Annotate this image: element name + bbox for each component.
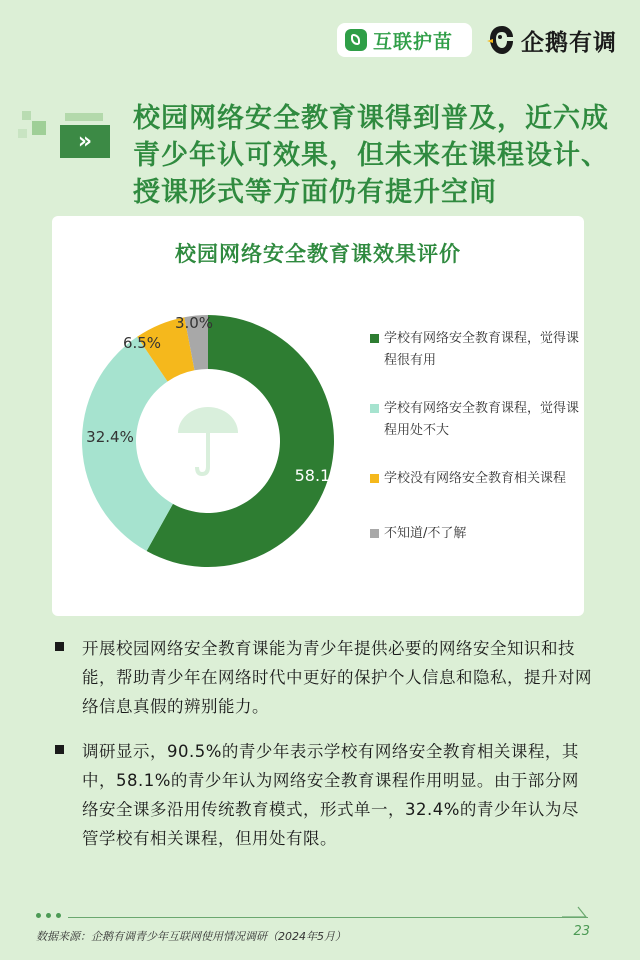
page-number: 23 <box>573 924 590 939</box>
legend-item <box>370 328 584 372</box>
footer-divider <box>68 917 588 918</box>
legend-item <box>370 523 584 545</box>
umbrella-icon <box>178 407 238 474</box>
legend-item <box>370 398 584 442</box>
data-source: 数据来源：企鹅有调青少年互联网使用情况调研（2024年5月） <box>36 930 346 943</box>
slice-value-label: 32.4% <box>86 428 134 446</box>
bullet-text: 调研显示，90.5%的青少年表示学校有网络安全教育相关课程，其中，58.1%的青少年认为网络安全教育课程作用明显。由于部分网络安全课多沿用传统教育模式，形式单一，32.4%的青少年认为尽管学校有相关课程，但用处有限。 <box>82 742 579 848</box>
decor-square <box>22 111 31 120</box>
legend-swatch <box>370 474 379 483</box>
legend-label: 学校没有网络安全教育相关课程 <box>384 471 567 486</box>
slice-value-label: 6.5% <box>122 334 162 352</box>
page-title: 校园网络安全教育课得到普及，近六成青少年认可效果，但未来在课程设计、授课形式等方面仍有提升空间 <box>133 103 609 208</box>
leaf-logo-icon <box>345 29 367 51</box>
decor-square <box>18 129 27 138</box>
legend-swatch <box>370 334 379 343</box>
chart-title: 校园网络安全教育课效果评价 <box>175 242 461 266</box>
slice-value-label: 3.0% <box>174 314 214 332</box>
decor-square <box>32 121 46 135</box>
bullet-square-icon <box>55 745 64 754</box>
legend-item <box>370 468 584 490</box>
bullet-square-icon <box>55 642 64 651</box>
logo-right-text: 企鹅有调 <box>521 29 617 56</box>
penguin-logo-icon <box>487 24 517 56</box>
hulianhumiao-logo <box>337 23 472 57</box>
decor-square <box>65 113 103 121</box>
footer-arrow-icon <box>562 905 588 919</box>
legend-label: 学校有网络安全教育课程，觉得课程用处不大 <box>384 401 580 438</box>
legend-swatch <box>370 404 379 413</box>
qieeyoudiao-logo <box>487 22 617 58</box>
legend-label: 不知道/不了解 <box>384 526 467 541</box>
bullet-paragraph <box>55 737 595 853</box>
legend-label: 学校有网络安全教育课程，觉得课程很有用 <box>384 331 580 368</box>
chevron-right-icon: » <box>60 125 110 158</box>
logo-left-text: 互联护苗 <box>373 30 454 53</box>
chart-card <box>52 216 584 616</box>
slice-value-label: 58.1% <box>294 466 346 485</box>
bullet-text: 开展校园网络安全教育课能为青少年提供必要的网络安全知识和技能，帮助青少年在网络时代中更好的保护个人信息和隐私，提升对网络信息真假的辨别能力。 <box>82 639 592 716</box>
bullet-paragraph <box>55 634 595 721</box>
legend-swatch <box>370 529 379 538</box>
footer-dots <box>36 913 61 918</box>
